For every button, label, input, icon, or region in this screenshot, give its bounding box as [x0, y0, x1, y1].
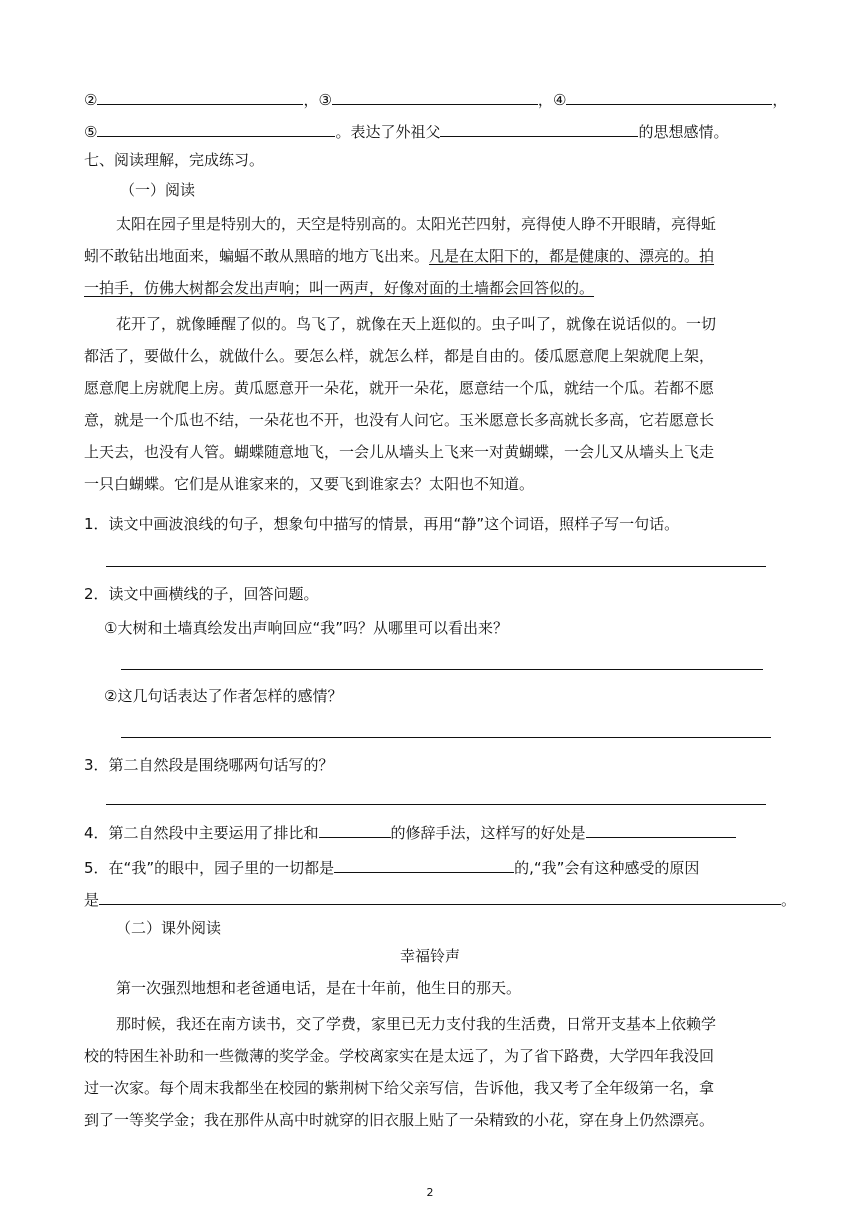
blank-2[interactable] — [97, 89, 303, 105]
underlined-sentence: 一拍手，仿佛大树都会发出声响；叫一两声，好像对面的土墙都会回答似的。 — [84, 279, 595, 297]
blank-row-2: ⑤ 。表达了外祖父 的思想感情。 — [84, 123, 729, 141]
circle-num-5: ⑤ — [84, 123, 98, 141]
blank-feeling[interactable] — [440, 121, 638, 137]
article-line: 校的特困生补助和一些微薄的奖学金。学校离家实在是太远了，为了省下路费，大学四年我没回 — [84, 1047, 715, 1065]
article-line: 到了一等奖学金；我在那件从高中时就穿的旧衣服上贴了一朵精致的小花，穿在身上仍然漂亮。 — [84, 1111, 715, 1129]
part1-label: （一）阅读 — [120, 181, 196, 199]
circle-num-3: ③ — [318, 91, 332, 109]
question-4: 4．第二自然段中主要运用了排比和 的修辞手法，这样写的好处是 — [84, 822, 736, 842]
passage1-line: 上天去，也没有人管。蝴蝶随意地飞，一会儿从墙头上飞来一对黄蝴蝶，一会儿又从墙头上飞走 — [84, 443, 715, 461]
question-2-2: ②这几句话表达了作者怎样的感情？ — [104, 687, 343, 705]
article-line: 过一次家。每个周末我都坐在校园的紫荆树下给父亲写信，告诉他，我又考了全年级第一名，拿 — [84, 1079, 715, 1097]
question-5: 5．在“我”的眼中，园子里的一切都是 的,“我”会有这种感受的原因 — [84, 859, 700, 877]
question-3: 3．第二自然段是围绕哪两句话写的？ — [84, 756, 334, 774]
blank-q5-reason[interactable] — [99, 889, 781, 905]
blank-3[interactable] — [332, 89, 538, 105]
article-line: 第一次强烈地想和老爸通电话，是在十年前，他生日的那天。 — [116, 979, 522, 997]
blank-row-1: ② ，③ ，④ ， — [84, 91, 788, 109]
blank-q4-rhetoric[interactable] — [319, 822, 391, 838]
question-5-cont: 是 。 — [84, 891, 797, 909]
passage1-line: 都活了，要做什么，就做什么。要怎么样，就怎么样，都是自由的。倭瓜愿意爬上架就爬上架， — [84, 347, 715, 365]
article-line: 那时候，我还在南方读书，交了学费，家里已无力支付我的生活费，日常开支基本上依赖学 — [116, 1015, 717, 1033]
passage1-line: 一只白蝴蝶。它们是从谁家来的，又要飞到谁家去？太阳也不知道。 — [84, 475, 535, 493]
passage1-line: 花开了，就像睡醒了似的。鸟飞了，就像在天上逛似的。虫子叫了，就像在说话似的。一切 — [116, 315, 717, 333]
answer-line-q2-1[interactable] — [121, 669, 763, 670]
passage1-line: 蚓不敢钻出地面来，蝙蝠不敢从黑暗的地方飞出来。凡是在太阳下的，都是健康的、漂亮的。拍 — [84, 247, 715, 265]
answer-line-q3[interactable] — [106, 804, 766, 805]
passage1-line: 愿意爬上房就爬上房。黄瓜愿意开一朵花，就开一朵花，愿意结一个瓜，就结一个瓜。若都不愿 — [84, 379, 715, 397]
circle-num-2: ② — [84, 91, 98, 109]
blank-q4-benefit[interactable] — [586, 822, 736, 838]
question-1: 1．读文中画波浪线的句子，想象句中描写的情景，再用“静”这个词语，照样子写一句话。 — [84, 515, 680, 533]
underlined-sentence: 凡是在太阳下的，都是健康的、漂亮的。拍 — [429, 247, 715, 265]
answer-line-q1[interactable] — [106, 566, 766, 567]
blank-q5-word[interactable] — [334, 857, 514, 873]
answer-line-q2-2[interactable] — [121, 737, 771, 738]
passage1-line — [84, 278, 594, 298]
part2-label: （二）课外阅读 — [116, 919, 222, 937]
passage1-line: 意，就是一个瓜也不结，一朵花也不开，也没有人问它。玉米愿意长多高就长多高，它若愿意长 — [84, 411, 715, 429]
section-heading: 七、阅读理解，完成练习。 — [84, 151, 265, 169]
question-2: 2．读文中画横线的子，回答问题。 — [84, 585, 319, 603]
page-number: 2 — [426, 1186, 434, 1199]
article-title: 幸福铃声 — [399, 947, 460, 965]
blank-4[interactable] — [566, 89, 772, 105]
question-2-1: ①大树和土墙真绘发出声响回应“我”吗？从哪里可以看出来？ — [104, 619, 508, 637]
passage1-line: 太阳在园子里是特别大的，天空是特别高的。太阳光芒四射，亮得使人睁不开眼睛，亮得蚯 — [116, 215, 717, 233]
circle-num-4: ④ — [552, 91, 567, 109]
blank-5[interactable] — [97, 121, 335, 137]
